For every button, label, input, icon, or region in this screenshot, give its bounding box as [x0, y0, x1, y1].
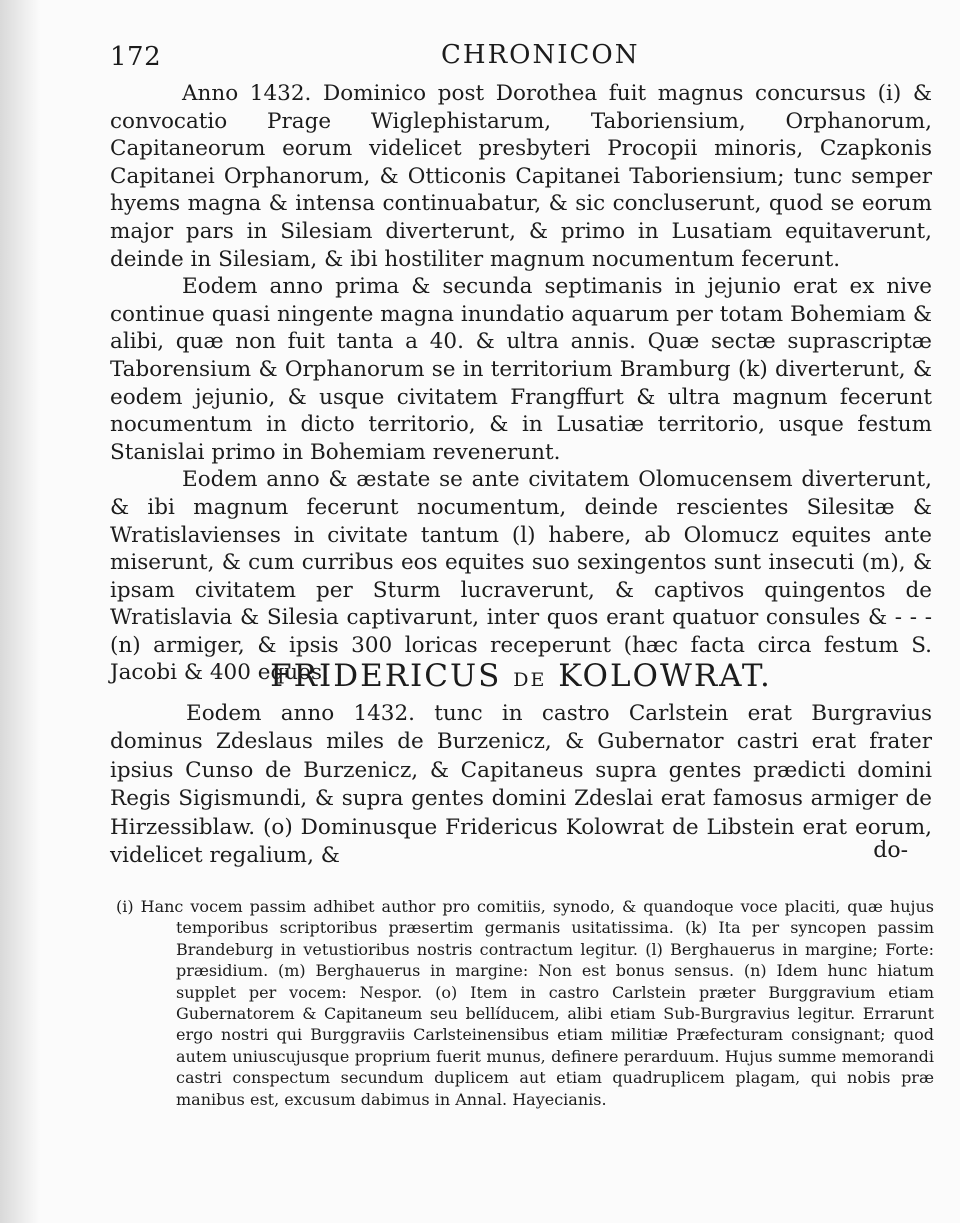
paragraph-eodem-anno-prima: Eodem anno prima & secunda septimanis in jejunio erat ex nive continue quasi ningente magna inundatio aquarum per totam Bohemiam & alibi, quæ non fuit tanta a 40. & ultra annis. Quæ sectæ suprascriptæ Taborensium & Orphanorum se in territorium Bramburg (k) diverterunt, & eodem jejunio, & usque civitatem Frangffurt & ultra magnum fecerunt nocumentum in dicto territorio, & in Lusatiæ territorio, usque festum Stanislai primo in Bohemiam revenerunt. [110, 274, 932, 465]
page-gutter-shadow [0, 0, 40, 1223]
main-text-block [110, 80, 932, 687]
section-heading-name: FRIDERICUS [270, 658, 502, 694]
paragraph-anno-1432: Anno 1432. Dominico post Dorothea fuit magnus concursus (i) & convocatio Prage Wiglephistarum, Taboriensium, Orphanorum, Capitaneorum eorum videlicet presbyteri Procopii minoris, Czapkonis Capitanei Orphanorum, & Otticonis Capitanei Taboriensium; tunc semper hyems magna & intensa continuabatur, & sic concluserunt, quod se eorum major pars in Silesiam diverterunt, & primo in Lusatiam equitaverunt, deinde in Silesiam, & ibi hostiliter magnum nocumentum fecerunt. [110, 81, 932, 272]
running-head: CHRONICON [441, 40, 640, 70]
paragraph-eodem-anno-aestate: Eodem anno & æstate se ante civitatem Olomucensem diverterunt, & ibi magnum fecerunt nocumentum, deinde rescientes Silesitæ & Wratislavienses in civitate tantum (l) habere, ab Olomucz equites ante miserunt, & cum curribus eos equites suo sexingentos sunt insecuti (m), & ipsam civitatem per Sturm lucraverunt, & captivos quingentos de Wratislavia & Silesia captivarunt, inter quos erant quatuor consules & - - - (n) armiger, & ipsis 300 loricas receperunt (hæc facta circa festum S. Jacobi & 400 equos. [110, 467, 932, 686]
page-number: 172 [110, 42, 162, 72]
footnote-text: (i) Hanc vocem passim adhibet author pro comitiis, synodo, & quandoque voce placiti, quæ hujus temporibus scriptoribus præsertim germanis usitatissima. (k) Ita per syncopen passim Brandeburg in vetustioribus nostris contractum legitur. (l) Berghauerus in margine; Forte: præsidium. (m) Berghauerus in margine: Non est bonus sensus. (n) Idem hunc hiatum supplet per vocem: Nespor. (o) Item in castro Carlstein præter Burggravium etiam Gubernatorem & Capitaneum seu bellíducem, alibi etiam Sub-Burgravius legitur. Errarunt ergo nostri qui Burggraviis Carlsteinensibus etiam militiæ Præfecturam consignant; quod autem uniuscujusque proprium fuerit munus, definere perarduum. Hujus summe memorandi castri conspectum secundum duplicem aut etiam quadruplicem plagam, qui nobis præ manibus est, excusum dabimus in Annal. Hayecianis. [116, 897, 934, 1109]
catchword: do- [873, 838, 908, 863]
section-heading [110, 658, 932, 698]
footnotes-block [116, 896, 934, 1110]
paragraph-carlstein: Eodem anno 1432. tunc in castro Carlstein erat Burgravius dominus Zdeslaus miles de Burzenicz, & Gubernator castri erat frater ipsius Cunso de Burzenicz, & Capitaneus supra gentes prædicti domini Regis Sigismundi, & supra gentes domini Zdeslai erat famosus armiger de Hirzessiblaw. (o) Dominusque Fridericus Kolowrat de Libstein erat eorum, videlicet regalium, & [110, 701, 932, 869]
section-heading-surname: KOLOWRAT. [558, 658, 772, 694]
section-text-block [110, 700, 932, 870]
section-heading-particle: DE [513, 669, 547, 691]
